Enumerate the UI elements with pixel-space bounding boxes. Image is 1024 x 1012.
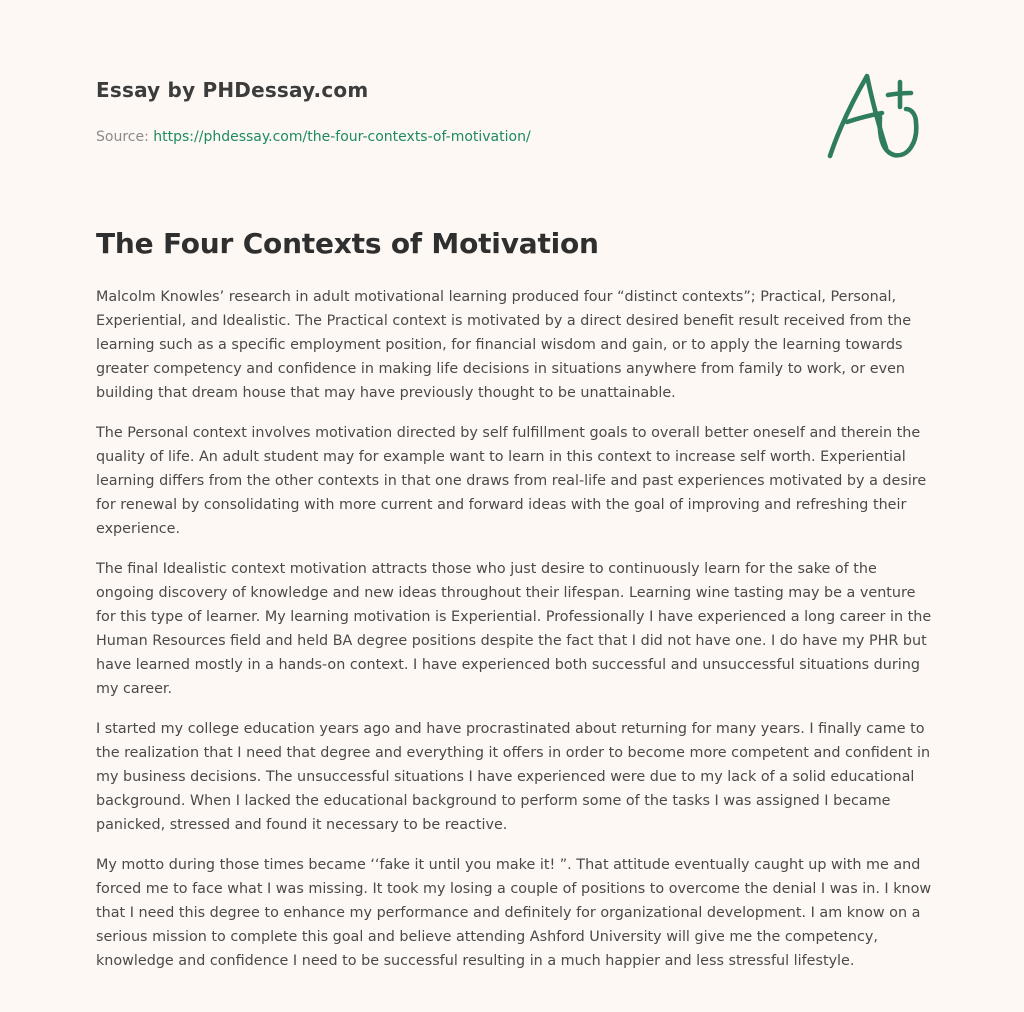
essay-header <box>96 76 796 146</box>
essay-title: The Four Contexts of Motivation <box>96 227 599 260</box>
essay-paragraph-4: I started my college education years ago and have procrastinated about returning for many years. I finally came to the realization that I need that degree and everything it offers in order to become more competent and confident in my business decisions. The unsuccessful situations I have experienced were due to my lack of a solid educational background. When I lacked the educational background to perform some of the tasks I was assigned I became panicked, stressed and found it necessary to be reactive. <box>96 721 931 833</box>
essay-paragraph-1: Malcolm Knowles’ research in adult motivational learning produced four “distinct contexts”; Practical, Personal, Experiential, and Idealistic. The Practical context is motivated by a direct desired benefit result received from the learning such as a specific employment position, for financial wisdom and gain, or to apply the learning towards greater competency and confidence in making life decisions in situations anywhere from family to work, or even building that dream house that may have previously thought to be unattainable. <box>96 289 912 401</box>
source-link[interactable]: https://phdessay.com/the-four-contexts-of-motivation/ <box>153 129 531 145</box>
essay-paragraph-3: The final Idealistic context motivation attracts those who just desire to continuously learn for the sake of the ongoing discovery of knowledge and new ideas throughout their lifespan. Learning wine tasting may be a venture for this type of learner. My learning motivation is Experiential. Professionally I have experienced a long career in the Human Resources field and held BA degree positions despite the fact that I did not have one. I do have my PHR but have learned mostly in a hands-on context. I have experienced both successful and unsuccessful situations during my career. <box>96 561 932 697</box>
essay-paragraph-2: The Personal context involves motivation directed by self fulfillment goals to overall better oneself and therein the quality of life. An adult student may for example want to learn in this context to increase self worth. Experiential learning differs from the other contexts in that one draws from real-life and past experiences motivated by a desire for renewal by consolidating with more current and forward ideas with the goal of improving and refreshing their experience. <box>96 425 927 537</box>
essay-paragraph-5: My motto during those times became ‘‘fake it until you make it! ”. That attitude eventually caught up with me and forced me to face what I was missing. It took my losing a couple of positions to overcome the denial I was in. I know that I need this degree to enhance my performance and definitely for organizational development. I am know on a serious mission to complete this goal and believe attending Ashford University will give me the competency, knowledge and confidence I need to be successful resulting in a much happier and less stressful lifestyle. <box>96 857 932 969</box>
source-line <box>96 128 796 146</box>
essay-content <box>96 285 933 989</box>
a-plus-logo-icon <box>820 64 932 168</box>
source-label: Source: <box>96 129 149 145</box>
site-brand: Essay by PHDessay.com <box>96 78 369 102</box>
